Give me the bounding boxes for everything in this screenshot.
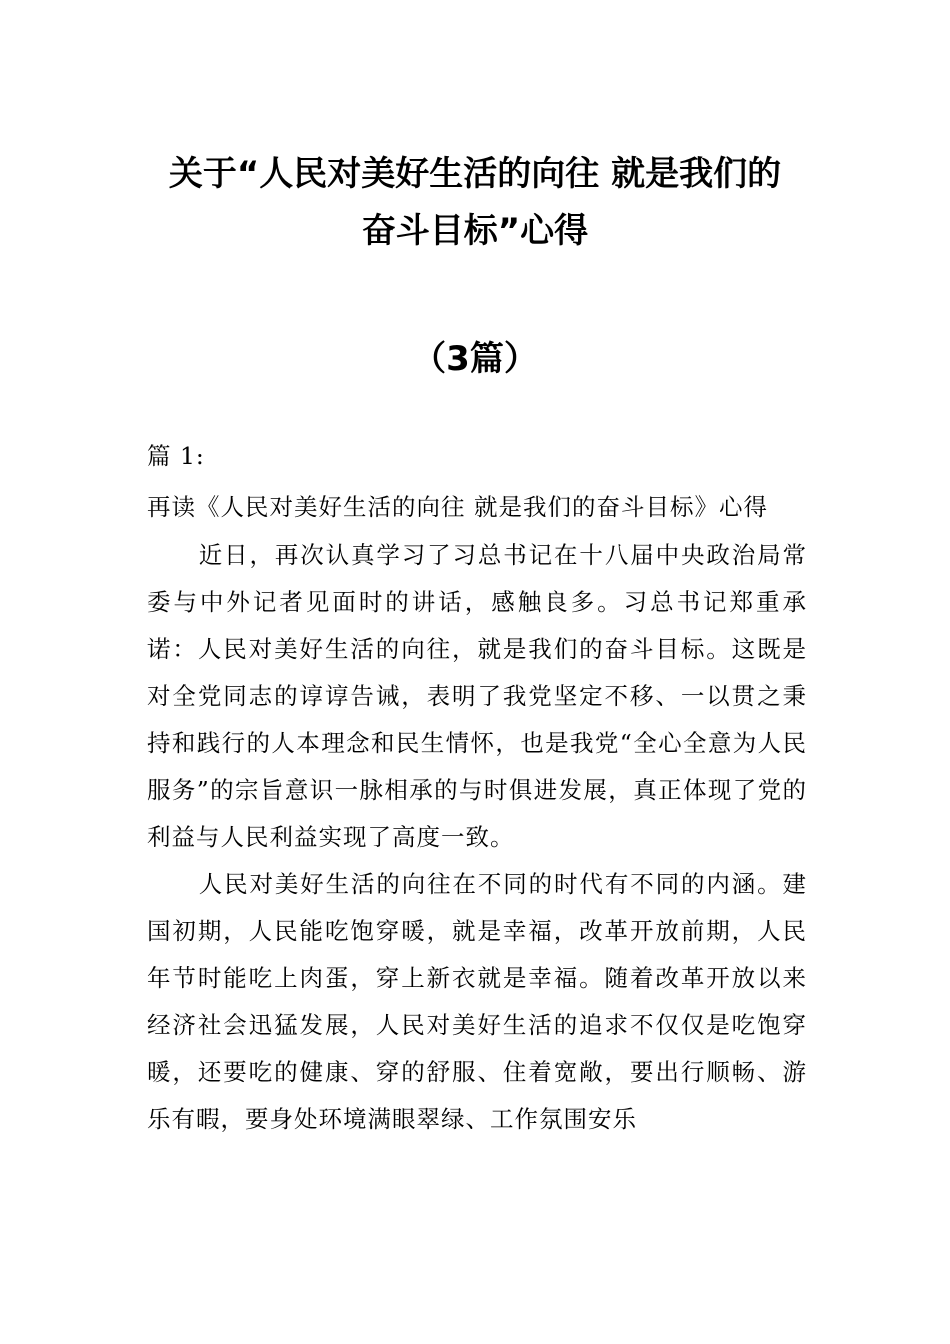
article-body	[147, 532, 807, 1143]
article-subtitle: 再读《人民对美好生活的向往 就是我们的奋斗目标》心得	[147, 493, 768, 521]
document-title-line-1: 关于“人民对美好生活的向往 就是我们的	[168, 154, 782, 194]
body-paragraph: 人民对美好生活的向往在不同的时代有不同的内涵。建国初期，人民能吃饱穿暖，就是幸福，改革开放前期，人民年节时能吃上肉蛋，穿上新衣就是幸福。随着改革开放以来经济社会迅猛发展，人民对美好生活的追求不仅仅是吃饱穿暖，还要吃的健康、穿的舒服、住着宽敞，要出行顺畅、游乐有暇，要身处环境满眼翠绿、工作氛围安乐	[147, 870, 807, 1133]
document-title-count: （3篇）	[412, 339, 538, 379]
document-title-line-2: 奋斗目标”心得	[361, 211, 589, 251]
body-paragraph: 近日，再次认真学习了习总书记在十八届中央政治局常委与中外记者见面时的讲话，感触良多。习总书记郑重承诺：人民对美好生活的向往，就是我们的奋斗目标。这既是对全党同志的谆谆告诫，表明了我党坚定不移、一以贯之秉持和践行的人本理念和民生情怀，也是我党“全心全意为人民服务”的宗旨意识一脉相承的与时俱进发展，真正体现了党的利益与人民利益实现了高度一致。	[147, 541, 807, 851]
section-label: 篇 1:	[147, 442, 205, 470]
